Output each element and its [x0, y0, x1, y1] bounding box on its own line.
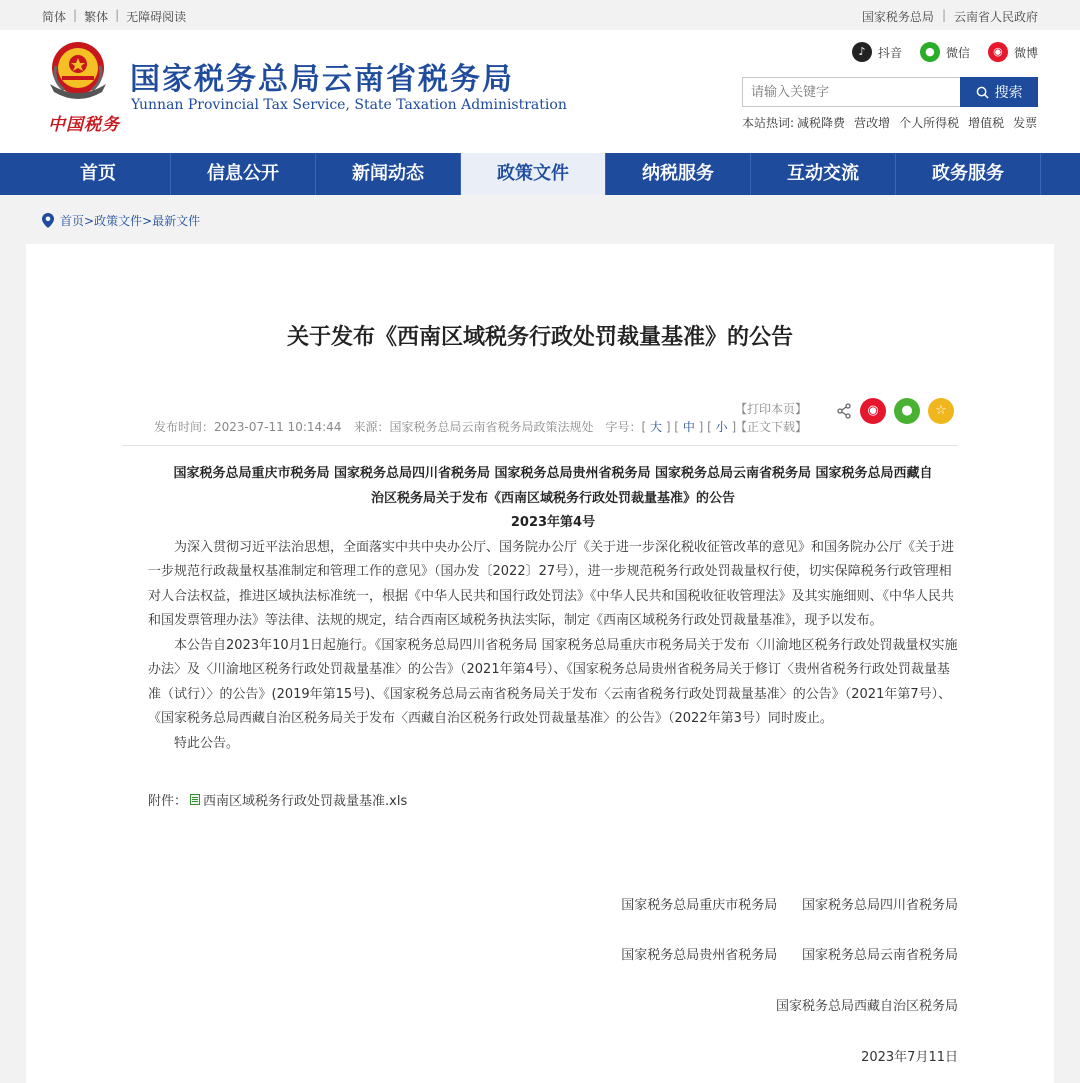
print-page-link[interactable]: 【打印本页】: [735, 402, 808, 416]
weibo-icon: ◉: [988, 42, 1008, 62]
china-tax-logo-text: 中国税务: [48, 115, 120, 135]
article-meta: [154, 418, 736, 435]
main-nav: [0, 153, 1080, 195]
article-paragraph: 特此公告。: [174, 735, 240, 751]
breadcrumb-policy[interactable]: 政策文件>: [94, 214, 153, 228]
excel-file-icon: [190, 794, 200, 805]
signature-date: 2023年7月11日: [861, 1050, 958, 1065]
wechat-icon: ●: [920, 42, 940, 62]
favorite-star-icon[interactable]: ☆: [928, 398, 954, 424]
search-box: [742, 77, 1038, 107]
nav-item-info-disclosure[interactable]: 信息公开: [171, 153, 316, 195]
separator: |: [941, 8, 946, 22]
attachment: [148, 790, 407, 809]
traditional-chinese-link[interactable]: 繁体: [84, 10, 109, 24]
divider: [122, 445, 958, 446]
share-icon[interactable]: [836, 403, 852, 419]
article-title: 关于发布《西南区域税务行政处罚裁量基准》的公告: [286, 325, 793, 350]
site-title[interactable]: 国家税务总局云南省税务局: [130, 62, 514, 97]
wechat-link[interactable]: [920, 42, 970, 62]
article-body: [148, 462, 958, 756]
nav-item-interaction[interactable]: 互动交流: [751, 153, 896, 195]
douyin-link[interactable]: [852, 42, 902, 62]
font-size-label: 字号：: [605, 420, 642, 434]
hot-keyword[interactable]: 营改增: [854, 116, 891, 130]
search-input[interactable]: [742, 77, 960, 107]
search-button-label: 搜索: [994, 85, 1023, 101]
signature-line: 国家税务总局贵州省税务局 国家税务总局云南省税务局: [621, 948, 958, 963]
hot-keyword[interactable]: 发票: [1013, 116, 1038, 130]
separator: |: [73, 8, 78, 22]
nav-item-gov-service[interactable]: 政务服务: [896, 153, 1041, 195]
signature-line: 国家税务总局重庆市税务局 国家税务总局四川省税务局: [621, 898, 958, 913]
download-text-link[interactable]: 【正文下载】: [735, 420, 808, 434]
search-icon: [976, 86, 989, 99]
nav-item-policy[interactable]: 政策文件: [461, 153, 606, 195]
share-wechat-icon[interactable]: ●: [894, 398, 920, 424]
announcement-number: 2023年第4号: [510, 515, 596, 530]
font-size-control: 字号：[ 大 ] [ 中 ] [ 小 ]: [605, 420, 737, 434]
breadcrumb-latest[interactable]: 最新文件: [152, 214, 201, 228]
hot-keywords: [742, 114, 1037, 131]
signature-line: 国家税务总局西藏自治区税务局: [775, 999, 958, 1014]
article-tools: [735, 400, 807, 436]
top-utility-bar: [0, 0, 1080, 30]
douyin-icon: ♪: [852, 42, 872, 62]
accessibility-link[interactable]: 无障碍阅读: [126, 10, 187, 24]
simplified-chinese-link[interactable]: 简体: [42, 10, 67, 24]
hot-keyword[interactable]: 增值税: [968, 116, 1005, 130]
yunnan-gov-link[interactable]: 云南省人民政府: [953, 10, 1038, 24]
site-subtitle: Yunnan Provincial Tax Service, State Taxation Administration: [131, 97, 567, 113]
site-header: [0, 30, 1080, 153]
hot-keyword[interactable]: 减税降费: [797, 116, 846, 130]
wechat-label: 微信: [945, 45, 970, 60]
breadcrumb-home[interactable]: 首页>: [60, 214, 95, 228]
weibo-link[interactable]: [988, 42, 1038, 62]
douyin-label: 抖音: [877, 45, 902, 60]
tax-emblem-icon[interactable]: [42, 36, 114, 108]
article-source: 来源：国家税务总局云南省税务局政策法规处: [353, 420, 594, 434]
share-buttons: [836, 398, 954, 424]
language-switcher: [42, 8, 186, 25]
font-size-medium[interactable]: 中: [682, 420, 695, 434]
weibo-label: 微博: [1013, 45, 1038, 60]
sta-link[interactable]: 国家税务总局: [861, 10, 934, 24]
article-container: [26, 244, 1054, 1083]
publish-time: 发布时间：2023-07-11 10:14:44: [154, 420, 342, 434]
hot-keywords-label: 本站热词:: [742, 116, 795, 130]
font-size-large[interactable]: 大: [649, 420, 662, 434]
issuer-line: 国家税务总局重庆市税务局 国家税务总局四川省税务局 国家税务总局贵州省税务局 国家税务总局云南省税务局 国家税务总局西藏自: [173, 466, 933, 481]
social-links: [852, 42, 1038, 62]
hot-keyword[interactable]: 个人所得税: [899, 116, 960, 130]
issuer-line: 治区税务局关于发布《西南区域税务行政处罚裁量基准》的公告: [370, 490, 735, 506]
article-paragraph: 本公告自2023年10月1日起施行。《国家税务总局四川省税务局 国家税务总局重庆市税务局关于发布〈川渝地区税务行政处罚裁量权实施办法〉及〈川渝地区税务行政处罚裁量基准〉的公告》（2021年第4号）、《国家税务总局贵州省税务局关于修订〈贵州省税务行政处罚裁量基准（试行）〉的公告》(2019年第15号)、《国家税务总局云南省税务局关于发布〈云南省税务行政处罚裁量基准〉的公告》（2021年第7号）、《国家税务总局西藏自治区税务局关于发布〈西藏自治区税务行政处罚裁量基准〉的公告》（2022年第3号）同时废止。: [148, 637, 958, 726]
breadcrumb: [42, 212, 200, 229]
nav-item-news[interactable]: 新闻动态: [316, 153, 461, 195]
external-links: [862, 8, 1038, 25]
share-weibo-icon[interactable]: ◉: [860, 398, 886, 424]
attachment-label: 附件：: [148, 794, 188, 809]
search-button[interactable]: [960, 77, 1038, 107]
attachment-file-link[interactable]: 西南区域税务行政处罚裁量基准.xls: [203, 794, 408, 809]
nav-item-home[interactable]: 首页: [26, 153, 171, 195]
article-paragraph: 为深入贯彻习近平法治思想，全面落实中共中央办公厅、国务院办公厅《关于进一步深化税收征管改革的意见》和国务院办公厅《关于进一步规范行政裁量权基准制定和管理工作的意见》（国办发〔2022〕27号），进一步规范税务行政处罚裁量权行使，切实保障税务行政管理相对人合法权益，推进区域执法标准统一，根据《中华人民共和国行政处罚法》《中华人民共和国税收征收管理法》及其实施细则、《中华人民共和国发票管理办法》等法律、法规的规定，结合西南区域税务执法实际，制定《西南区域税务行政处罚裁量基准》，现予以发布。: [148, 539, 955, 628]
location-pin-icon: [42, 213, 54, 228]
font-size-small[interactable]: 小: [715, 420, 728, 434]
separator: |: [115, 8, 120, 22]
nav-item-tax-service[interactable]: 纳税服务: [606, 153, 751, 195]
